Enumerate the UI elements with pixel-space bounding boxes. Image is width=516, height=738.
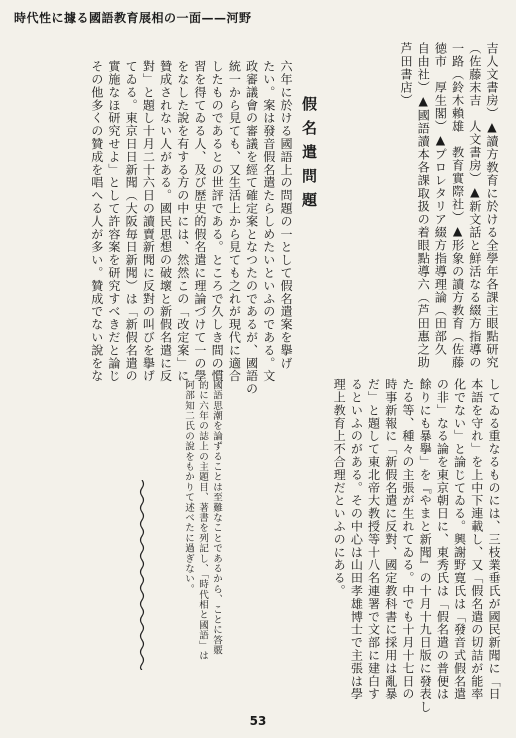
text-line: だ」と題して東北帝大教授等十八名連署で文部に建白す bbox=[366, 378, 381, 701]
text-line: 本語を守れ」を上中下連載し、又「假名遣の切詰が能率 bbox=[469, 378, 484, 701]
wavy-separator-line bbox=[137, 480, 147, 670]
text-line: るといふのがある。その中心は山田孝雄博士で主張は學 bbox=[349, 378, 364, 701]
body-text-lower bbox=[330, 378, 502, 714]
text-line: 贊成されない人がある。國民思想の破壞と新假名遣に反 bbox=[158, 60, 173, 383]
page-number: 53 bbox=[249, 714, 267, 728]
text-line: 化でない」と論じてゐる。興謝野寛氏は「發音式假名遣 bbox=[452, 378, 467, 701]
text-line: たる等、種々の主張が生れてゐる。中でも十月十七日の bbox=[400, 378, 415, 701]
text-line: 六年に於ける國語上の問題の一として假名遣案を擧げ bbox=[279, 60, 293, 370]
note-line: 的に六年の誌上の主題目、著書を列記し、「時代相と國語」は bbox=[197, 380, 208, 661]
text-line: したものであるとの世評である。ところで久しき間の慣 bbox=[210, 60, 225, 383]
text-line: 對」と題し十月二十六日の讀賣新聞に反對の叫びを擧げ bbox=[141, 60, 156, 383]
text-line: 吉人文書房）▲讀方教育に於ける全學年各課主眼點研究 bbox=[485, 42, 499, 369]
section-heading: 假名遣問題 bbox=[300, 96, 318, 216]
text-line: してゐる重なるものには、三枝業垂氏が國民新聞に「日 bbox=[487, 378, 501, 701]
text-line: 政審議會の審議を經て確定案となつたのであるが、國語の bbox=[244, 60, 259, 396]
author-note bbox=[181, 380, 223, 661]
text-line: 餘りにも暴擧」を『やまと新聞』の十月十九日版に發表し bbox=[418, 378, 433, 714]
text-line: 時事新報に「新假名遣に反對、國定教科書に採用は亂暴 bbox=[383, 378, 398, 701]
text-line: その他多くの贊成を唱へる人が多い。贊成でない說をな bbox=[89, 60, 104, 383]
running-header: 時代性に據る國語教育展相の一面——河野 bbox=[14, 11, 252, 25]
text-line: 理上教育上不合理だといふのにある。 bbox=[332, 378, 347, 598]
text-line: 一路（鈴木賴雄 教育實際社）▲形象の讀方教育（佐藤 bbox=[450, 42, 465, 369]
bibliography-block bbox=[397, 42, 500, 369]
text-line: をなした說を有する方の中には、然然この「改定案」に bbox=[175, 60, 190, 383]
text-line: たい。案は發音假名遣たらしめたいといふのである。文 bbox=[261, 60, 276, 383]
text-line: 徳市 厚生閣）▲プロレタリア綴方指導理論（田部久 bbox=[433, 42, 448, 356]
text-line: （佐藤末吉 人文書房）▲新文話と鮮活なる綴方指導の bbox=[467, 42, 482, 369]
note-line: 阿部知二氏の說をもかりて述べたに過ぎない。 bbox=[183, 380, 194, 595]
text-line: 習を得てゐる人、及び歴史的假名遣に理論づけて一の學 bbox=[192, 60, 207, 383]
text-line: 自由社）▲國語讀本各課取扱の着眼點導六（芦田惠之助 bbox=[416, 42, 431, 369]
text-line: の非」なる論を東京朝日に、東秀氏は「假名遣の普便は bbox=[435, 378, 450, 701]
text-line: 統一から見ても、又生活上から見ても之れが現代に適合 bbox=[227, 60, 242, 383]
note-line: 國語思潮を論ずることは至難なことであるから、ことに答覈 bbox=[211, 380, 222, 656]
text-line: てゐる。東京日日新聞（大阪毎日新聞）は「新假名遣の bbox=[124, 60, 139, 383]
text-line: 芦田書店） bbox=[398, 42, 413, 107]
text-line: 實施なほ研究せよ」として許容案を研究すべきだと論じ bbox=[106, 60, 121, 383]
